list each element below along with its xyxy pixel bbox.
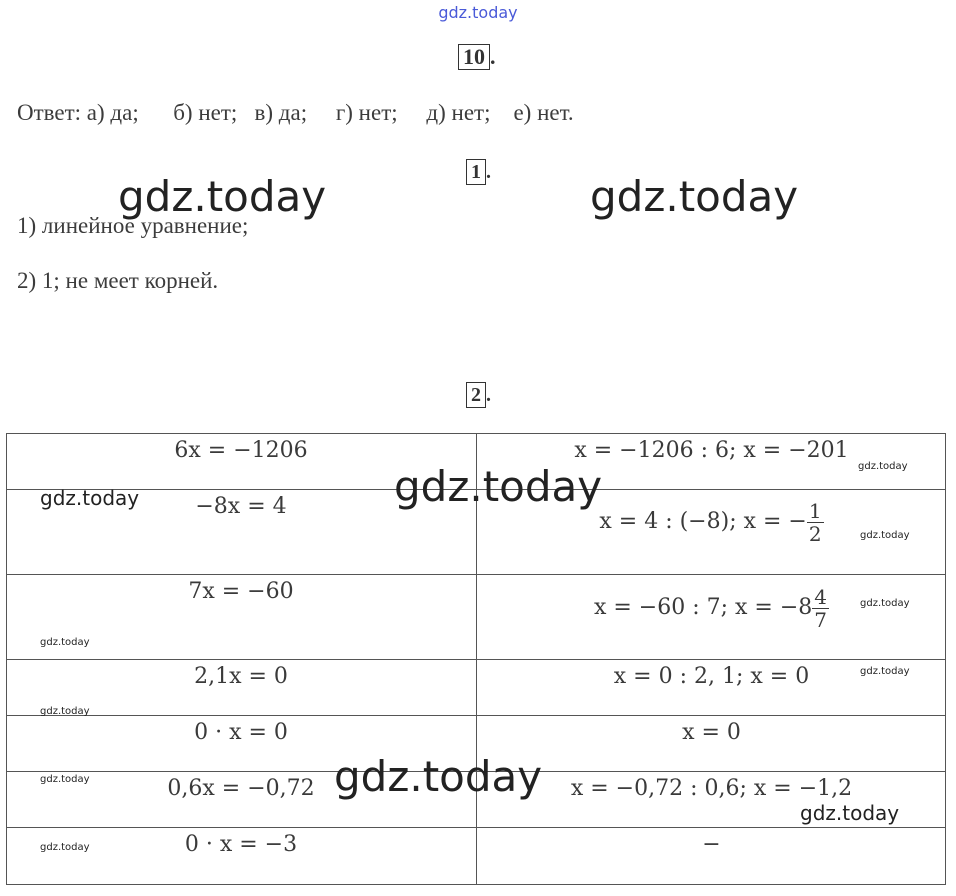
solution-text: x = −60 : 7; x = −8 (593, 595, 813, 620)
table-cell-equation: 0 · x = −3 (184, 832, 298, 857)
section-number-2: 2 . (466, 382, 491, 408)
section-number-box: 10 (458, 44, 490, 70)
table-cell-equation: 0,6x = −0,72 (167, 776, 315, 801)
section-number-10: 10 . (458, 44, 496, 70)
fraction-denominator: 2 (808, 521, 822, 546)
site-watermark-top: gdz.today (438, 3, 518, 22)
watermark: gdz.today (590, 172, 799, 221)
fraction (807, 500, 824, 545)
fraction-denominator: 7 (814, 607, 828, 632)
table-cell-equation: 6x = −1206 (174, 438, 308, 463)
watermark: gdz.today (858, 461, 908, 472)
watermark: gdz.today (118, 172, 327, 221)
section-number-box: 1 (466, 159, 486, 185)
watermark: gdz.today (40, 774, 90, 785)
section1-line1: 1) линейное уравнение; (17, 213, 249, 238)
watermark: gdz.today (40, 842, 90, 853)
table-cell-solution: x = 0 : 2, 1; x = 0 (613, 664, 810, 689)
fraction-numerator: 4 (814, 584, 828, 609)
table-cell-equation: 2,1x = 0 (194, 664, 288, 689)
table-cell-equation: 0 · x = 0 (194, 720, 288, 745)
section1-line2: 2) 1; не меет корней. (17, 268, 219, 293)
watermark: gdz.today (334, 752, 543, 801)
watermark: gdz.today (800, 801, 900, 825)
table-cell-equation: 7x = −60 (188, 579, 294, 604)
section-number-1: 1 . (466, 159, 491, 185)
table-cell-solution: − (702, 832, 721, 857)
section-number-box: 2 (466, 382, 486, 408)
watermark: gdz.today (860, 598, 910, 609)
watermark: gdz.today (40, 637, 90, 648)
table-cell-solution: x = 0 (682, 720, 741, 745)
watermark: gdz.today (860, 530, 910, 541)
fraction (812, 586, 829, 631)
watermark: gdz.today (394, 462, 603, 511)
solution-text: x = 4 : (−8); x = − (599, 509, 807, 534)
watermark: gdz.today (40, 486, 140, 510)
table-cell-solution: x = −0,72 : 0,6; x = −1,2 (570, 776, 853, 801)
watermark: gdz.today (860, 666, 910, 677)
answer-line: Ответ: а) да; б) нет; в) да; г) нет; д) нет; е) нет. (17, 100, 574, 125)
table-cell-solution: x = −1206 : 6; x = −201 (574, 438, 849, 463)
fraction-numerator: 1 (808, 498, 822, 523)
watermark: gdz.today (40, 706, 90, 717)
table-cell-equation: −8x = 4 (195, 494, 287, 519)
